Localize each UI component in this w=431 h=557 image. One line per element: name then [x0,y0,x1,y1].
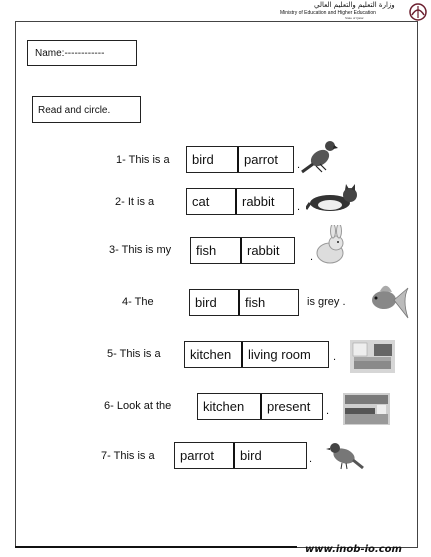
question-7-choice-b[interactable]: bird [233,443,306,468]
question-4-ending: is grey . [307,296,346,308]
ministry-header [250,0,431,20]
parrot-icon [298,136,342,176]
question-2-prompt: 2- It is a [115,196,155,208]
question-2-choice-b[interactable]: rabbit [235,189,293,214]
bird-icon [326,438,364,472]
rabbit-icon [312,225,348,265]
question-6-choice-b[interactable]: present [260,394,322,419]
question-7-choice-a[interactable]: parrot [180,448,214,463]
question-7-prompt: 7- This is a [101,450,155,462]
question-5-choice-b[interactable]: living room [241,342,328,367]
question-2-ending: . [297,201,301,213]
question-4-choice-b[interactable]: fish [238,290,298,315]
question-5-prompt: 5- This is a [107,348,161,360]
instruction-box: Read and circle. [32,96,141,123]
question-1-ending: . [297,159,301,171]
ministry-subline: State of Qatar [345,16,364,20]
question-2-choices [186,188,294,215]
question-6-choice-a[interactable]: kitchen [203,399,245,414]
question-1-choice-a[interactable]: bird [192,152,214,167]
question-6-ending: . [326,405,330,417]
goldfish-icon [362,278,410,324]
question-5-ending: . [333,351,337,363]
cat-icon [306,183,362,213]
question-7-choices [174,442,307,469]
footer-url[interactable]: www.inob-io.com [305,544,402,555]
question-3-choice-b[interactable]: rabbit [240,238,294,263]
ministry-english-title: Ministry of Education and Higher Education [280,10,376,16]
question-7-ending: . [309,453,313,465]
question-2-choice-a[interactable]: cat [192,194,210,209]
name-field[interactable]: Name:------------ [27,40,137,66]
question-1-choices [186,146,294,173]
living-room-photo [350,340,395,373]
question-3-choices [190,237,295,264]
question-1-prompt: 1- This is a [116,154,170,166]
kitchen-photo [343,393,390,425]
question-3-prompt: 3- This is my [109,244,172,256]
question-5-choices [184,341,329,368]
frame-bottom-line [15,546,297,548]
question-4-prompt: 4- The [122,296,154,308]
question-6-choices [197,393,323,420]
question-1-choice-b[interactable]: parrot [237,147,293,172]
qatar-emblem-icon [407,1,429,23]
question-3-ending: . [310,251,314,263]
question-4-choice-a[interactable]: bird [195,295,217,310]
question-6-prompt: 6- Look at the [104,400,172,412]
ministry-arabic-title: وزارة التعليم والتعليم العالي [314,1,395,9]
question-3-choice-a[interactable]: fish [196,243,217,258]
question-5-choice-a[interactable]: kitchen [190,347,232,362]
question-4-choices [189,289,299,316]
